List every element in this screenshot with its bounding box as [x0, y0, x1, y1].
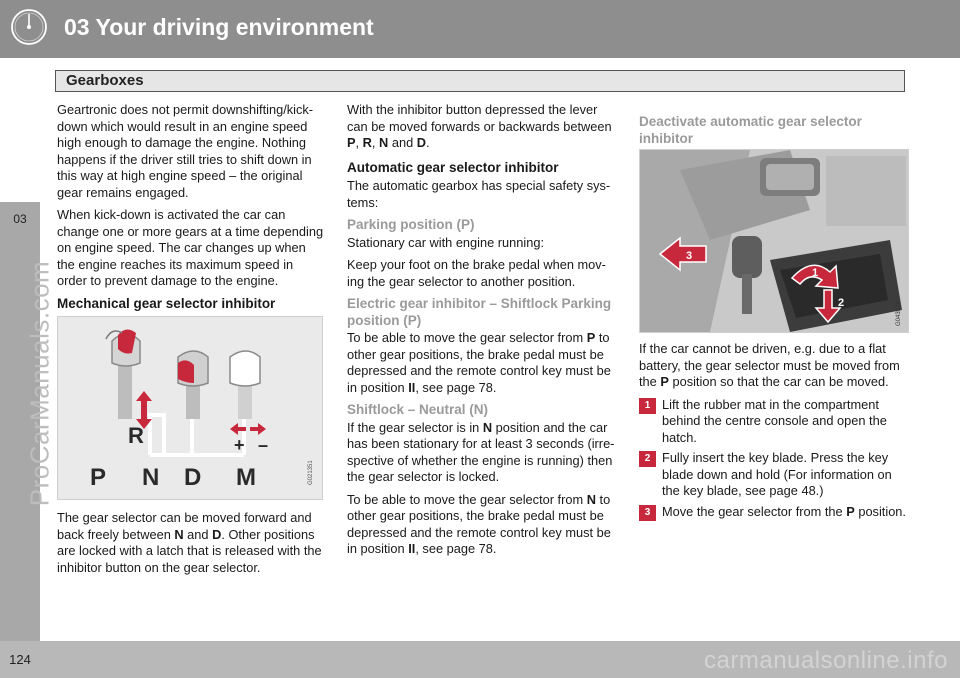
paragraph-flat-battery: If the car cannot be driven, e.g. due to a flat battery, the gear selector must be moved from the P position so that the car can be moved. [639, 341, 900, 389]
step-text: Lift the rubber mat in the compartment behind the centre console and open the hatch. [662, 396, 887, 445]
footer-watermark: carmanualsonline.info [704, 647, 948, 674]
step-badge: 2 [639, 451, 656, 467]
lever-n-d [178, 351, 208, 419]
gear-knob [732, 236, 762, 278]
figure-code: G043972 [896, 301, 902, 326]
step-text: Move the gear selector from the P position. [662, 503, 906, 519]
column-2 [347, 102, 615, 564]
gear-label-m: M [236, 464, 256, 491]
page-footer [0, 641, 960, 678]
figure-code: G021351 [308, 460, 314, 485]
chapter-number: 03 [13, 212, 27, 226]
svg-text:1: 1 [812, 267, 819, 279]
svg-text:3: 3 [686, 250, 693, 262]
paragraph: Stationary car with engine running: [347, 234, 545, 250]
heading-automatic-inhibitor: Automatic gear selector inhibitor [347, 159, 559, 175]
heading-mechanical-inhibitor: Mechanical gear selector inhibitor [57, 295, 276, 311]
gear-letters [90, 464, 256, 491]
gear-selector-illustration [57, 316, 323, 500]
heading-parking-position: Parking position (P) [347, 217, 475, 232]
paragraph: The automatic gearbox has special safety sys-tems: [347, 178, 611, 210]
watermark-text: ProCarManuals.com [24, 260, 55, 507]
lever-p-r [106, 329, 140, 419]
column-1 [57, 102, 325, 582]
step-2 [639, 450, 907, 500]
chapter-title: 03 Your driving environment [64, 14, 374, 40]
paragraph: Keep your foot on the brake pedal when mov-ing the gear selector to another position. [347, 257, 606, 289]
lever-m [230, 351, 260, 419]
section-bar [55, 70, 905, 92]
step-badge: 3 [639, 505, 656, 521]
page-number: 124 [9, 652, 31, 667]
paragraph-shiftlock-n: If the gear selector is in N position and the car has been stationary for at least 3 seconds (irre-spective of whether the engine is running) then the gear selector is locked. [347, 419, 615, 484]
gate-label-r: R [128, 423, 144, 448]
svg-text:2: 2 [838, 297, 845, 309]
plus-label: + [234, 435, 245, 455]
heading-shiftlock-parking: Electric gear inhibitor – Shiftlock Parking position (P) [347, 296, 612, 328]
chapter-header [0, 0, 960, 58]
minus-label: – [258, 435, 269, 455]
step-1 [639, 397, 907, 447]
paragraph: Geartronic does not permit downshifting/kick-down which would result in an engine speed high enough to damage the engine. Nothing happens if the driver still tries to shift down in this way at high engine speed – the original gear remains engaged. [57, 102, 314, 200]
gauge-icon [10, 8, 48, 46]
paragraph-inhibitor-button: With the inhibitor button depressed the lever can be moved forwards or backwards between P, R, N and D. [347, 102, 612, 150]
paragraph-shiftlock-p: To be able to move the gear selector from P to other gear positions, the brake pedal must be depressed and the remote control key must be in position II, see page 78. [347, 330, 611, 395]
paragraph: When kick-down is activated the car can change one or more gears at a time depending on engine speed. The car changes up when the engine reaches its maximum speed in order to prevent damage to the engine. [57, 207, 324, 288]
step-badge: 1 [639, 398, 656, 414]
step-3 [639, 504, 907, 521]
heading-shiftlock-neutral: Shiftlock – Neutral (N) [347, 402, 489, 417]
paragraph-gear-freedom: The gear selector can be moved forward and back freely between N and D. Other positions are locked with a latch that is released with the inhibitor button on the gear selector. [57, 510, 322, 575]
step-text: Fully insert the key blade. Press the key blade down and hold (For information on the key blade, see page 48.) [662, 450, 892, 498]
heading-deactivate-inhibitor: Deactivate automatic gear selector inhibitor [639, 114, 862, 146]
gear-label-d: D [184, 464, 202, 491]
section-title: Gearboxes [66, 72, 144, 89]
gear-label-p: P [90, 464, 107, 491]
console-photo [639, 149, 909, 333]
gear-label-n: N [142, 464, 160, 491]
paragraph-shiftlock-n-release: To be able to move the gear selector from N to other gear positions, the brake pedal must be depressed and the remote control key must be in position II, see page 78. [347, 491, 611, 556]
plus-minus-arrows-icon [230, 423, 266, 435]
column-3 [639, 102, 907, 524]
